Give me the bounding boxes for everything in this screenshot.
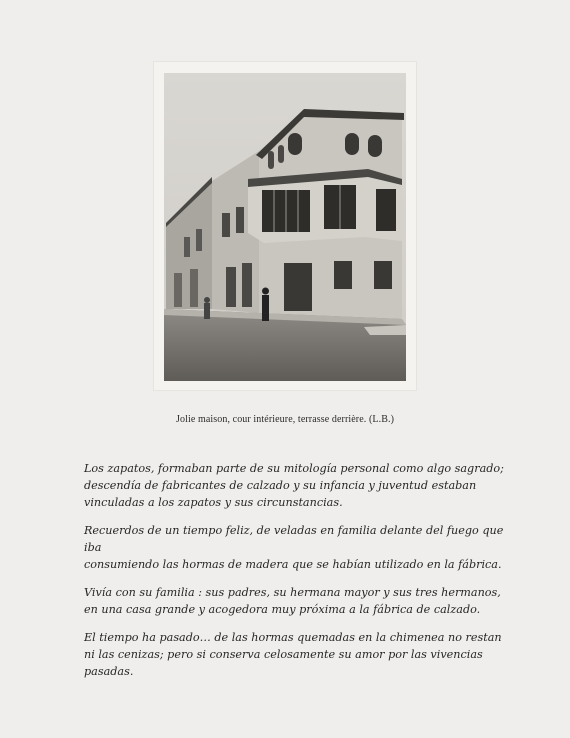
text-line: ni las cenizas; pero si conserva celosamente su amor por las vivencias pasadas. [84, 648, 483, 678]
photo-caption: Jolie maison, cour intérieure, terrasse derrière. (L.B.) [175, 414, 394, 425]
text-line: en una casa grande y acogedora muy próxima a la fábrica de calzado. [84, 603, 481, 616]
photograph [154, 62, 416, 390]
building-photo-icon [164, 73, 406, 381]
paragraph-1 [84, 460, 504, 511]
text-line: consumiendo las hormas de madera que se habían utilizado en la fábrica. [84, 558, 502, 571]
paragraph-3 [84, 584, 504, 618]
text-line: descendía de fabricantes de calzado y su infancia y juventud estaban [84, 479, 477, 492]
paragraph-4 [84, 629, 504, 680]
text-line: Vivía con su familia : sus padres, su hermana mayor y sus tres hermanos, [84, 586, 501, 599]
paragraph-2 [84, 522, 504, 573]
body-text [84, 460, 504, 691]
text-line: vinculadas a los zapatos y sus circunstancias. [84, 496, 343, 509]
text-line: El tiempo ha pasado… de las hormas quemadas en la chimenea no restan [84, 631, 502, 644]
text-line: Recuerdos de un tiempo feliz, de veladas en familia delante del fuego que iba [84, 524, 504, 554]
text-line: Los zapatos, formaban parte de su mitología personal como algo sagrado; [84, 462, 504, 475]
